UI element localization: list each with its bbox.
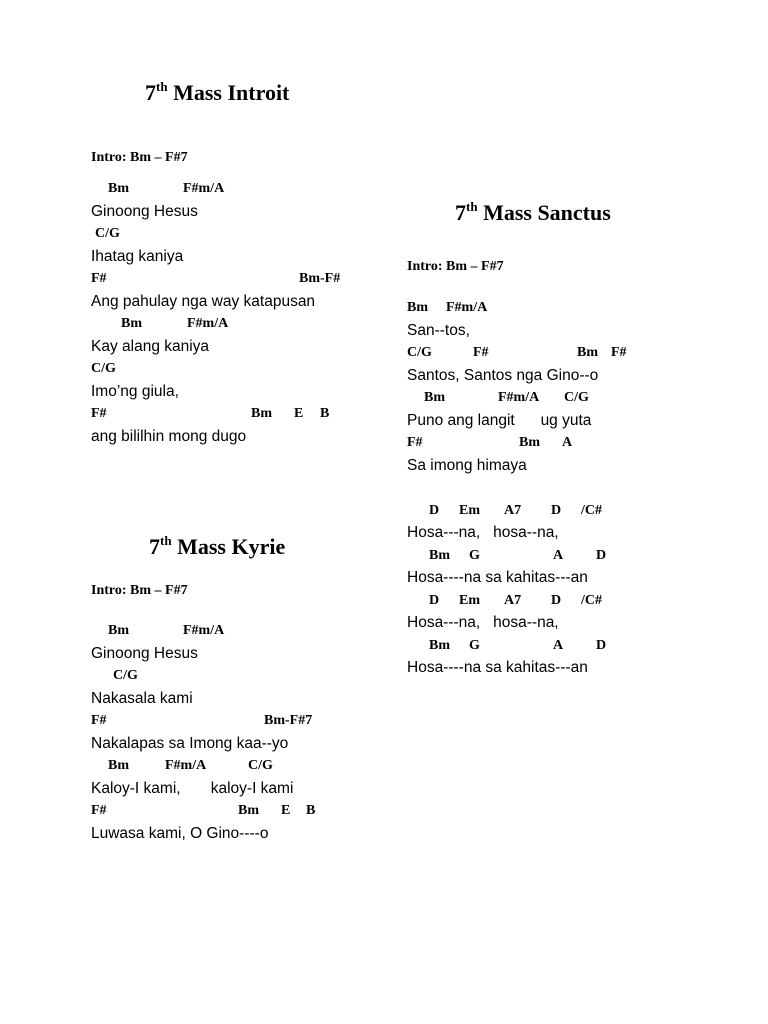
chord-line xyxy=(407,635,607,658)
chord-line xyxy=(91,710,313,733)
lyric: San--tos, xyxy=(407,321,470,339)
chord: Bm xyxy=(108,623,129,638)
chord: B xyxy=(306,803,316,818)
chord: D xyxy=(551,592,562,608)
lyric-line xyxy=(407,657,598,680)
chord: Bm xyxy=(121,316,142,331)
chord: F# xyxy=(407,435,423,450)
chord: F#m/A xyxy=(446,300,488,315)
chord: D xyxy=(551,502,562,518)
lyric: Kaloy-I kami, kaloy-I kami xyxy=(91,779,294,797)
chord: C/G xyxy=(248,758,273,773)
chord: F#m/A xyxy=(498,390,540,405)
lyric: Nakasala kami xyxy=(91,689,193,707)
lyric-line xyxy=(407,612,598,635)
chord-line xyxy=(91,800,316,823)
chord: B xyxy=(320,406,330,421)
chord: A xyxy=(553,637,564,653)
chord: Bm xyxy=(424,390,445,405)
chord-line xyxy=(91,403,330,426)
lyric: Hosa----na sa kahitas---an xyxy=(407,659,588,676)
chord: Bm xyxy=(429,637,450,653)
lyric: Santos, Santos nga Gino--o xyxy=(407,366,599,384)
chord-line xyxy=(91,620,293,643)
chord-line xyxy=(407,545,607,568)
chord: F#m/A xyxy=(187,316,229,331)
sanctus-title: 7th Mass Sanctus xyxy=(455,199,611,225)
lyric: Nakalapas sa Imong kaa--yo xyxy=(91,734,289,752)
chord: Bm xyxy=(108,758,129,773)
chord: D xyxy=(429,592,440,608)
lyric-line xyxy=(407,320,598,343)
lyric: Sa imong himaya xyxy=(407,456,527,474)
lyric: Hosa----na sa kahitas---an xyxy=(407,569,588,586)
lyric: Ginoong Hesus xyxy=(91,644,198,662)
chord-line xyxy=(91,268,341,291)
chord-line xyxy=(91,223,315,246)
kyrie-song xyxy=(91,620,316,845)
introit-song xyxy=(91,178,341,448)
chord: Bm-F# xyxy=(299,271,341,286)
chord: F#m/A xyxy=(165,758,207,773)
chord: D xyxy=(596,547,607,563)
lyric: Kay alang kaniya xyxy=(91,337,210,355)
chord: E xyxy=(281,803,291,818)
lyric-line xyxy=(91,246,315,269)
chord: F# xyxy=(91,713,107,728)
chord-line xyxy=(91,178,315,201)
chord: D xyxy=(429,502,440,518)
chord: Bm xyxy=(407,300,428,315)
chord: /C# xyxy=(581,502,602,518)
lyric-line xyxy=(91,336,315,359)
introit-title: 7th Mass Introit xyxy=(145,79,290,105)
chord: Bm-F#7 xyxy=(264,713,313,728)
chord-line xyxy=(91,313,315,336)
chord: E xyxy=(294,406,304,421)
lyric: Puno ang langit ug yuta xyxy=(407,411,592,429)
chord: Bm xyxy=(429,547,450,563)
lyric: Ang pahulay nga way katapusan xyxy=(91,292,316,310)
chord: C/G xyxy=(95,226,120,241)
chord: F# xyxy=(473,345,489,360)
chord-line xyxy=(407,387,598,410)
chord: Bm xyxy=(238,803,259,818)
lyric: Hosa---na, hosa--na, xyxy=(407,524,559,541)
chord: A7 xyxy=(504,502,522,518)
sanctus-intro: Intro: Bm – F#7 xyxy=(407,259,504,274)
sanctus-song xyxy=(407,297,627,680)
chord: C/G xyxy=(564,390,589,405)
lyric: ang bililhin mong dugo xyxy=(91,427,247,445)
kyrie-intro: Intro: Bm – F#7 xyxy=(91,583,188,598)
chord: A xyxy=(562,435,573,450)
lyric: Ihatag kaniya xyxy=(91,247,184,265)
lyric-line xyxy=(407,522,598,545)
chord: D xyxy=(596,637,607,653)
chord: F# xyxy=(91,803,107,818)
chord: A7 xyxy=(504,592,522,608)
introit-intro: Intro: Bm – F#7 xyxy=(91,150,188,165)
chord-line xyxy=(407,432,598,455)
chord: F# xyxy=(91,271,107,286)
chord: Bm xyxy=(519,435,540,450)
chord-line xyxy=(407,500,602,523)
lyric-line xyxy=(91,291,315,314)
lyric-line xyxy=(407,567,598,590)
chord-line xyxy=(91,755,293,778)
chord: C/G xyxy=(91,361,116,376)
chord: Em xyxy=(459,592,480,608)
lyric-line xyxy=(407,410,598,433)
chord: F# xyxy=(611,345,627,360)
chord-line xyxy=(91,665,293,688)
chord: G xyxy=(469,637,480,653)
lyric-line xyxy=(407,455,598,478)
chord: Bm xyxy=(251,406,272,421)
lyric: Imo’ng giula, xyxy=(91,382,179,400)
lyric: Hosa---na, hosa--na, xyxy=(407,614,559,631)
lyric-line xyxy=(91,201,315,224)
chord-line xyxy=(407,297,598,320)
chord-line xyxy=(407,342,627,365)
chord-line xyxy=(91,358,315,381)
lyric-line xyxy=(407,365,598,388)
chord: F#m/A xyxy=(183,181,225,196)
lyric-line xyxy=(91,643,293,666)
lyric-line xyxy=(91,823,293,846)
chord: Em xyxy=(459,502,480,518)
chord: F#m/A xyxy=(183,623,225,638)
lyric: Luwasa kami, O Gino----o xyxy=(91,824,269,842)
chord-line xyxy=(407,590,602,613)
lyric-line xyxy=(91,426,315,449)
lyric-line xyxy=(91,381,315,404)
chord: Bm xyxy=(577,345,598,360)
chord: Bm xyxy=(108,181,129,196)
stanza-gap xyxy=(407,477,598,500)
chord: /C# xyxy=(581,592,602,608)
chord: F# xyxy=(91,406,107,421)
lyric-line xyxy=(91,733,293,756)
lyric-line xyxy=(91,778,293,801)
kyrie-title: 7th Mass Kyrie xyxy=(149,533,286,559)
chord: A xyxy=(553,547,564,563)
lyric-line xyxy=(91,688,293,711)
lyric: Ginoong Hesus xyxy=(91,202,198,220)
chord: C/G xyxy=(407,345,432,360)
chord: G xyxy=(469,547,480,563)
chord: C/G xyxy=(113,668,138,683)
